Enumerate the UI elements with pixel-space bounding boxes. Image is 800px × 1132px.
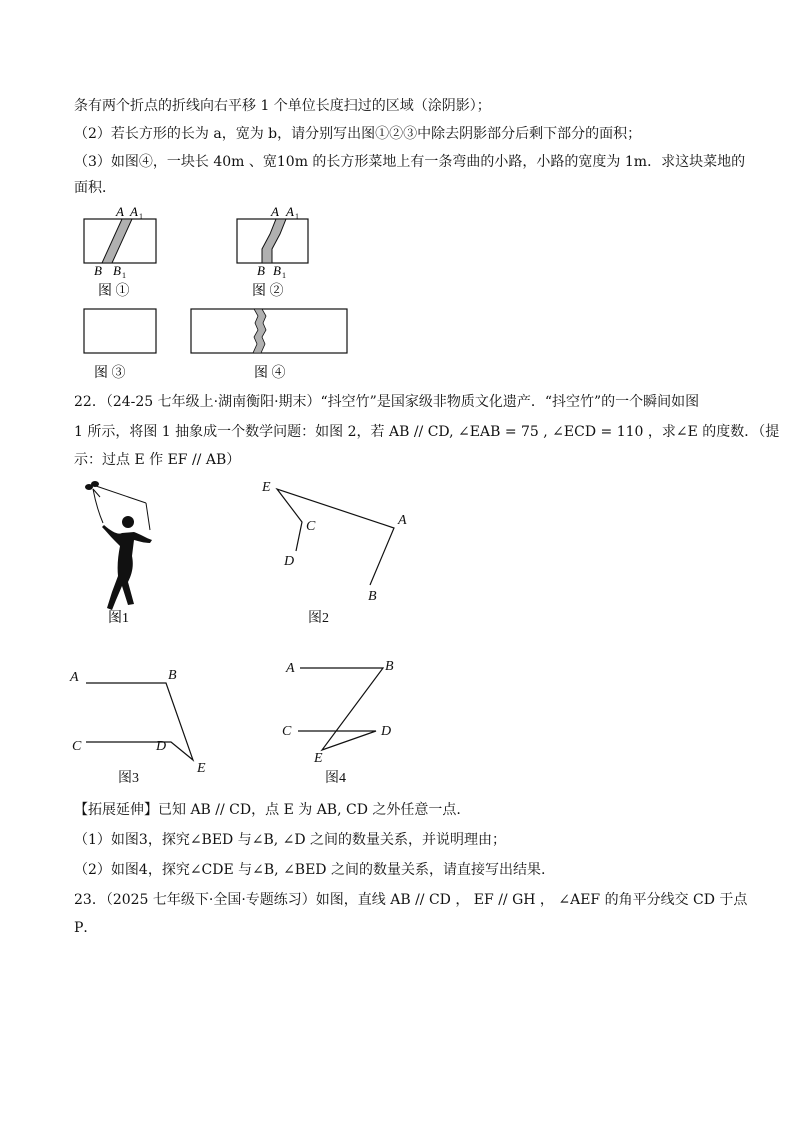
q21-figure-2 [237,204,308,299]
q22-fig3-label-D: D [156,739,167,754]
fig1-sub-1a: 1 [139,212,143,221]
q21-part3-line1: （3）如图④，一块长 40m 、宽10m 的长方形菜地上有一条弯曲的小路，小路的宽度为 1m．求这块菜地的 [74,154,746,170]
q22-extension-part1: （1）如图3，探究∠BED 与∠B, ∠D 之间的数量关系，并说明理由； [74,832,507,848]
fig1-label-A: A [116,204,124,219]
q22-fig2-label-D: D [284,554,295,569]
q21-part2: （2）若长方形的长为 a，宽为 b，请分别写出图①②③中除去阴影部分后剩下部分的面积； [74,126,642,142]
q22-fig4-caption: 图4 [325,771,346,786]
q22-figure-2 [261,480,407,626]
q22-line2: 1 所示，将图 1 抽象成一个数学问题：如图 2，若 AB // CD, ∠EAB = 75 , ∠ECD = 110 ，求∠E 的度数．（提 [74,424,780,440]
q22-fig3-label-B: B [168,668,177,683]
q22-figure-3 [69,668,206,786]
q22-fig2-label-C: C [306,519,316,534]
q22-fig3-label-C: C [72,739,82,754]
fig1-label-B: B [94,263,102,278]
q22-fig4-label-C: C [282,724,292,739]
fig1-label-A1: A [130,204,138,219]
q22-fig3-label-E: E [197,761,206,776]
q22-fig3-caption: 图3 [118,771,139,786]
q22-line1: 22．（24-25 七年级上·湖南衡阳·期末）“抖空竹”是国家级非物质文化遗产．“抖空竹”的一个瞬间如图 [74,394,700,410]
fig2-sub-1b: 1 [282,271,286,280]
q22-fig2-label-A: A [398,513,407,528]
fig2-caption: 图 ② [252,284,284,299]
fig2-sub-1a: 1 [295,212,299,221]
q22-fig4-label-B: B [385,659,394,674]
q22-line3: 示：过点 E 作 EF // AB） [74,452,241,468]
q23-line1: 23．（2025 七年级下·全国·专题练习）如图，直线 AB // CD ， EF // GH ， ∠AEF 的角平分线交 CD 于点 [74,892,748,908]
fig1-sub-1b: 1 [122,271,126,280]
fig3-caption: 图 ③ [94,366,126,381]
q22-fig3-label-A: A [70,670,79,685]
q22-fig2-label-E: E [262,480,271,495]
q22-fig1-caption: 图1 [108,611,129,626]
q22-fig2-caption: 图2 [308,611,329,626]
q21-figure-4 [191,309,347,381]
q21-figure-3 [84,309,156,381]
fig2-label-B: B [257,263,265,278]
fig2-label-A: A [271,204,279,219]
q22-extension-part2: （2）如图4，探究∠CDE 与∠B, ∠BED 之间的数量关系，请直接写出结果. [74,862,546,878]
q22-figure-4 [282,659,394,786]
fig2-label-B1: B [273,263,281,278]
fig1-label-B1: B [113,263,121,278]
q21-intro-line: 条有两个折点的折线向右平移 1 个单位长度扫过的区域（涂阴影）； [74,98,491,114]
q21-figure-1 [84,204,156,299]
q22-fig4-label-D: D [381,724,392,739]
q22-fig4-label-E: E [314,751,323,766]
q21-part3-line2: 面积． [74,180,116,196]
fig1-caption: 图 ① [98,284,130,299]
fig4-caption: 图 ④ [254,366,286,381]
q22-fig2-label-B: B [368,589,377,604]
fig2-label-A1: A [286,204,294,219]
q22-fig4-label-A: A [286,661,295,676]
q22-extension-title: 【拓展延伸】已知 AB // CD，点 E 为 AB, CD 之外任意一点. [74,802,461,818]
q23-line2: P． [74,920,98,936]
q22-figure-1-diabolo [85,481,152,626]
